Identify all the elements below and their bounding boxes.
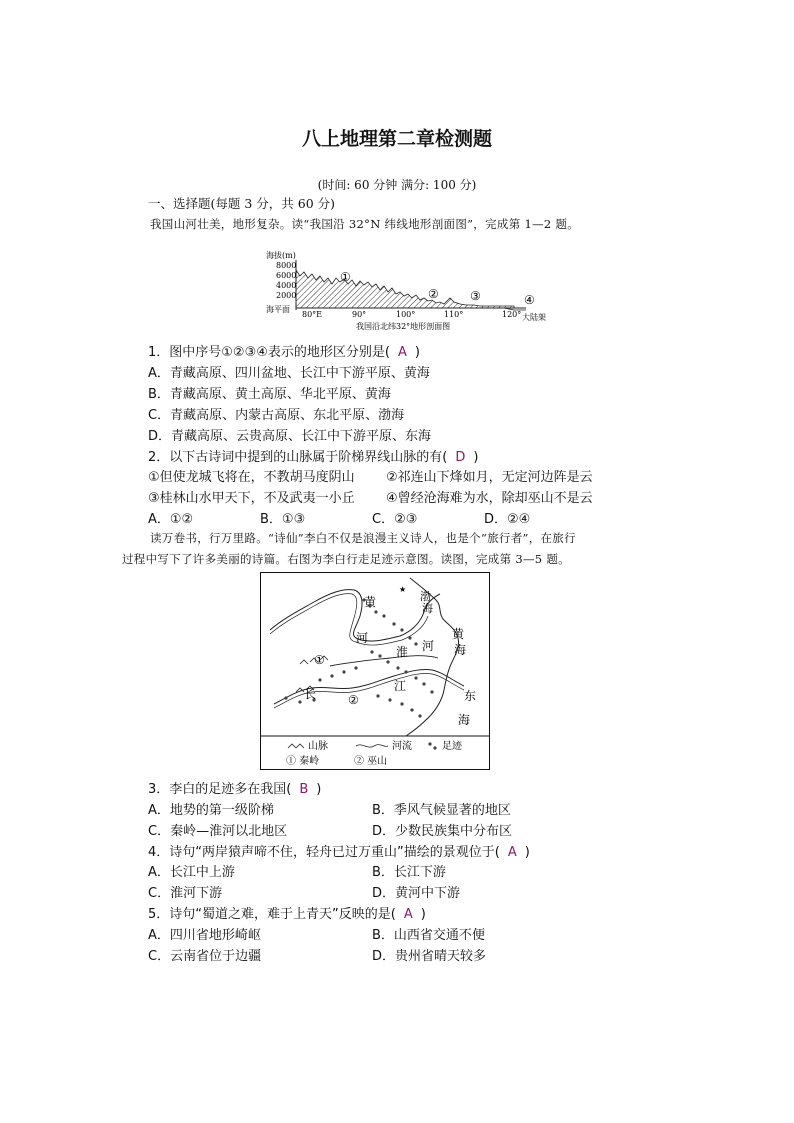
q4-option-b: B．长江下游: [372, 865, 446, 880]
map-label-huang: 黄: [364, 595, 377, 609]
q3-option-d: D．少数民族集中分布区: [372, 824, 513, 839]
q5-option-d: D．贵州省晴天较多: [372, 949, 487, 964]
map-label-bo: 渤: [420, 590, 431, 603]
intro-q3-5-line1: 读万卷书，行万里路。“诗仙”李白不仅是浪漫主义诗人，也是个“旅行者”，在旅行: [150, 531, 576, 545]
q5-stem: 5．诗句“蜀道之难，难于上青天”反映的是( A ): [148, 907, 426, 922]
q2-poem-4: ④曾经沧海难为水，除却巫山不是云: [386, 491, 593, 506]
q4-option-a: A．长江中上游: [148, 865, 235, 880]
map-label-huai: 淮: [396, 645, 409, 659]
profile-caption: 我国沿北纬32°地形剖面图: [356, 322, 451, 331]
q2-option-b: B．①③: [260, 512, 306, 527]
map-label-east-sea-1: 东: [464, 689, 477, 703]
map-label-east-sea-2: 海: [458, 713, 471, 727]
map-label-huai-he: 河: [422, 639, 435, 653]
profile-xtick: 100°: [396, 310, 416, 319]
map-marker-1: ①: [314, 653, 325, 667]
profile-xtick: 90°: [352, 310, 367, 319]
q1-option-b: B．青藏高原、黄土高原、华北平原、黄海: [148, 387, 391, 402]
q2-stem: 2．以下古诗词中提到的山脉属于阶梯界线山脉的有( D ): [148, 450, 479, 465]
q2-option-d: D．②④: [484, 512, 531, 527]
q1-option-c: C．青藏高原、内蒙古高原、东北平原、渤海: [148, 408, 405, 423]
map-label-yellow-sea-2: 海: [454, 643, 467, 657]
legend-marker-1: ① 秦岭: [286, 756, 320, 767]
q1-answer: A: [397, 345, 407, 360]
q1-stem: 1．图中序号①②③④表示的地形区分别是( A ): [148, 345, 420, 360]
legend-mountain: 山脉: [308, 741, 328, 752]
q5-answer: A: [403, 907, 413, 922]
profile-xtick: 120°: [502, 310, 522, 319]
shelf-label: 大陆架: [522, 313, 546, 322]
q4-option-d: D．黄河中下游: [372, 886, 461, 901]
terrain-profile-figure: [264, 248, 560, 334]
profile-marker-3: ③: [470, 289, 481, 303]
q3-option-a: A．地势的第一级阶梯: [148, 803, 274, 818]
page-title: 八上地理第二章检测题: [301, 128, 492, 150]
q4-option-c: C．淮河下游: [148, 886, 223, 901]
q1-option-d: D．青藏高原、云贵高原、长江中下游平原、东海: [148, 429, 432, 444]
map-label-jiang: 江: [394, 679, 407, 693]
q3-option-b: B．季风气候显著的地区: [372, 803, 511, 818]
profile-ytick: 6000: [276, 271, 297, 280]
intro-q3-5-line2: 过程中写下了许多美丽的诗篇。右图为李白行走足迹示意图。读图，完成第 3—5 题。: [122, 552, 570, 566]
terrain-shape: [296, 270, 514, 308]
profile-xtick: 80°E: [302, 310, 323, 319]
intro-q1-2: 我国山河壮美，地形复杂。读“我国沿 32°N 纬线地形剖面图”，完成第 1—2 题。: [150, 217, 580, 231]
q3-stem: 3．李白的足迹多在我国( B ): [148, 782, 322, 797]
profile-ytick: 4000: [276, 281, 297, 290]
q4-stem: 4．诗句“两岸猿声啼不住，轻舟已过万重山”描绘的景观位于( A ): [148, 845, 530, 860]
section-heading: 一、选择题(每题 3 分，共 60 分): [148, 196, 336, 211]
q5-option-a: A．四川省地形崎岖: [148, 928, 261, 943]
q5-option-b: B．山西省交通不便: [372, 928, 485, 943]
q2-option-a: A．①②: [148, 512, 194, 527]
q3-option-c: C．秦岭—淮河以北地区: [148, 824, 288, 839]
q4-answer: A: [507, 845, 517, 860]
profile-xtick: 110°: [444, 310, 464, 319]
map-label-chang: 长: [304, 687, 317, 701]
q3-answer: B: [299, 782, 309, 797]
q2-poem-2: ②祁连山下烽如月，无定河边阵是云: [386, 470, 593, 485]
q2-answer: D: [455, 450, 466, 465]
profile-ytick: 2000: [276, 291, 297, 300]
q2-poem-3: ③桂林山水甲天下，不及武夷一小丘: [148, 491, 355, 506]
legend-marker-2: ② 巫山: [354, 756, 388, 767]
profile-ylabel: 海拔(m): [266, 251, 296, 260]
capital-star-icon: ★: [399, 585, 407, 594]
profile-ytick: 8000: [276, 261, 297, 270]
map-marker-2: ②: [348, 693, 359, 707]
q2-option-c: C．②③: [372, 512, 418, 527]
exam-meta: (时间: 60 分钟 满分: 100 分): [317, 178, 477, 192]
q1-option-a: A．青藏高原、四川盆地、长江中下游平原、黄海: [148, 366, 430, 381]
sea-level-label: 海平面: [266, 305, 290, 314]
libai-route-map: [260, 572, 490, 770]
profile-marker-1: ①: [340, 270, 351, 284]
map-label-he: 河: [356, 631, 369, 645]
map-label-yellow-sea-1: 黄: [452, 627, 465, 641]
profile-marker-4: ④: [524, 293, 535, 307]
profile-marker-2: ②: [428, 287, 439, 301]
legend-footprint: 足迹: [442, 741, 462, 752]
q5-option-c: C．云南省位于边疆: [148, 949, 262, 964]
map-label-bo-hai: 海: [422, 602, 433, 615]
q2-poem-1: ①但使龙城飞将在，不教胡马度阴山: [148, 470, 355, 485]
legend-river: 河流: [392, 741, 412, 752]
